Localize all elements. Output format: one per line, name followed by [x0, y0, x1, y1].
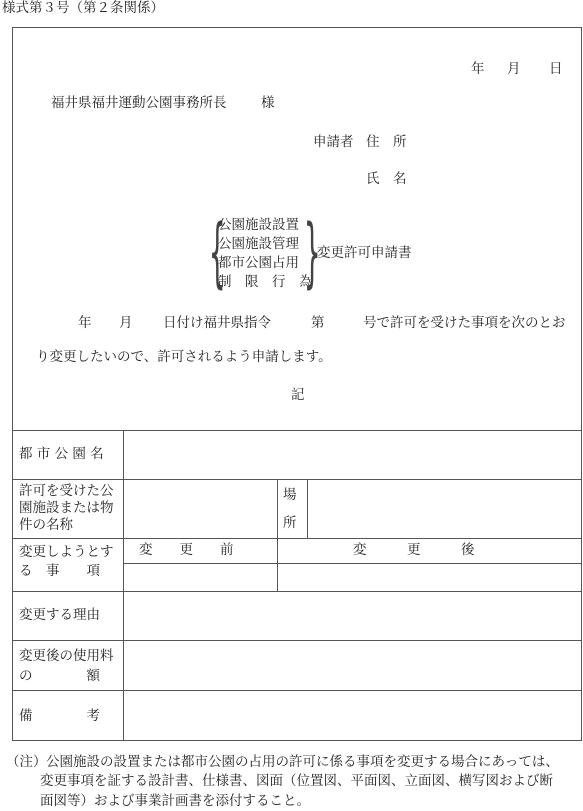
body-month: 月: [119, 315, 133, 331]
body-permit-ref: 日付け福井県指令: [163, 315, 271, 331]
table-line-3: [12, 538, 582, 539]
title-option-4: 制 限 行 為: [218, 274, 313, 290]
note-label: （注）: [6, 754, 47, 770]
table-place-divider: [307, 479, 308, 538]
note-line-3: 面図等）および事業計画書を添付すること。: [40, 793, 310, 809]
park-name-label: 都 市 公 園 名: [19, 446, 104, 462]
body-year: 年: [78, 315, 92, 331]
table-line-3a: [123, 563, 582, 564]
left-brace: {: [208, 207, 226, 296]
fee-label-1: 変更後の使用料: [19, 648, 114, 664]
right-brace: }: [303, 207, 321, 296]
reason-label: 変更する理由: [19, 607, 100, 623]
title-option-1: 公園施設設置: [218, 217, 299, 233]
note-line-2: 変更事項を証する設計書、仕様書、図面（位置図、平面図、立面図、横写図および断: [40, 773, 553, 789]
note-line-1: 公園施設の設置または都市公園の占用の許可に係る事項を変更する場合にあっては、: [46, 754, 559, 770]
place-label-2: 所: [283, 515, 297, 531]
form-frame: [12, 27, 582, 741]
before-header: 変 更 前: [139, 542, 234, 558]
addressee-name: 福井県福井運動公園事務所長: [51, 95, 227, 111]
body-line1-end: 号で許可を受けた事項を次のとお: [363, 315, 566, 331]
date-year: 年: [471, 61, 485, 77]
title-option-2: 公園施設管理: [218, 236, 299, 252]
table-mid-divider: [277, 479, 278, 591]
form-number: 様式第３号（第２条関係）: [2, 0, 164, 16]
place-label-1: 場: [283, 487, 297, 503]
table-label-divider: [123, 430, 124, 741]
date-day: 日: [549, 61, 563, 77]
applicant-name-label: 氏 名: [366, 171, 407, 187]
title-option-3: 都市公園占用: [218, 255, 299, 271]
table-line-6: [12, 690, 582, 691]
body-line2: り変更したいので、許可されるよう申請します。: [36, 349, 332, 365]
addressee-honorific: 様: [261, 95, 275, 111]
remarks-label: 備 考: [19, 708, 100, 724]
applicant-address-label: 住 所: [366, 134, 407, 150]
permitted-label-3: 件の名称: [19, 517, 73, 533]
applicant-label: 申請者: [313, 134, 354, 150]
fee-label-2: の 額: [19, 668, 100, 684]
table-line-2: [12, 479, 582, 480]
change-label-2: る 事 項: [19, 563, 100, 579]
permitted-label-1: 許可を受けた公: [19, 483, 114, 499]
table-line-4: [12, 591, 582, 592]
ki-heading: 記: [291, 387, 305, 403]
table-top-line: [12, 430, 582, 431]
after-header: 変 更 後: [353, 542, 475, 558]
date-month: 月: [507, 61, 521, 77]
permitted-label-2: 園施設または物: [19, 500, 114, 516]
change-label-1: 変更しようとす: [19, 544, 114, 560]
title-suffix: 変更許可申請書: [317, 245, 412, 261]
body-dai: 第: [311, 315, 325, 331]
table-line-5: [12, 640, 582, 641]
